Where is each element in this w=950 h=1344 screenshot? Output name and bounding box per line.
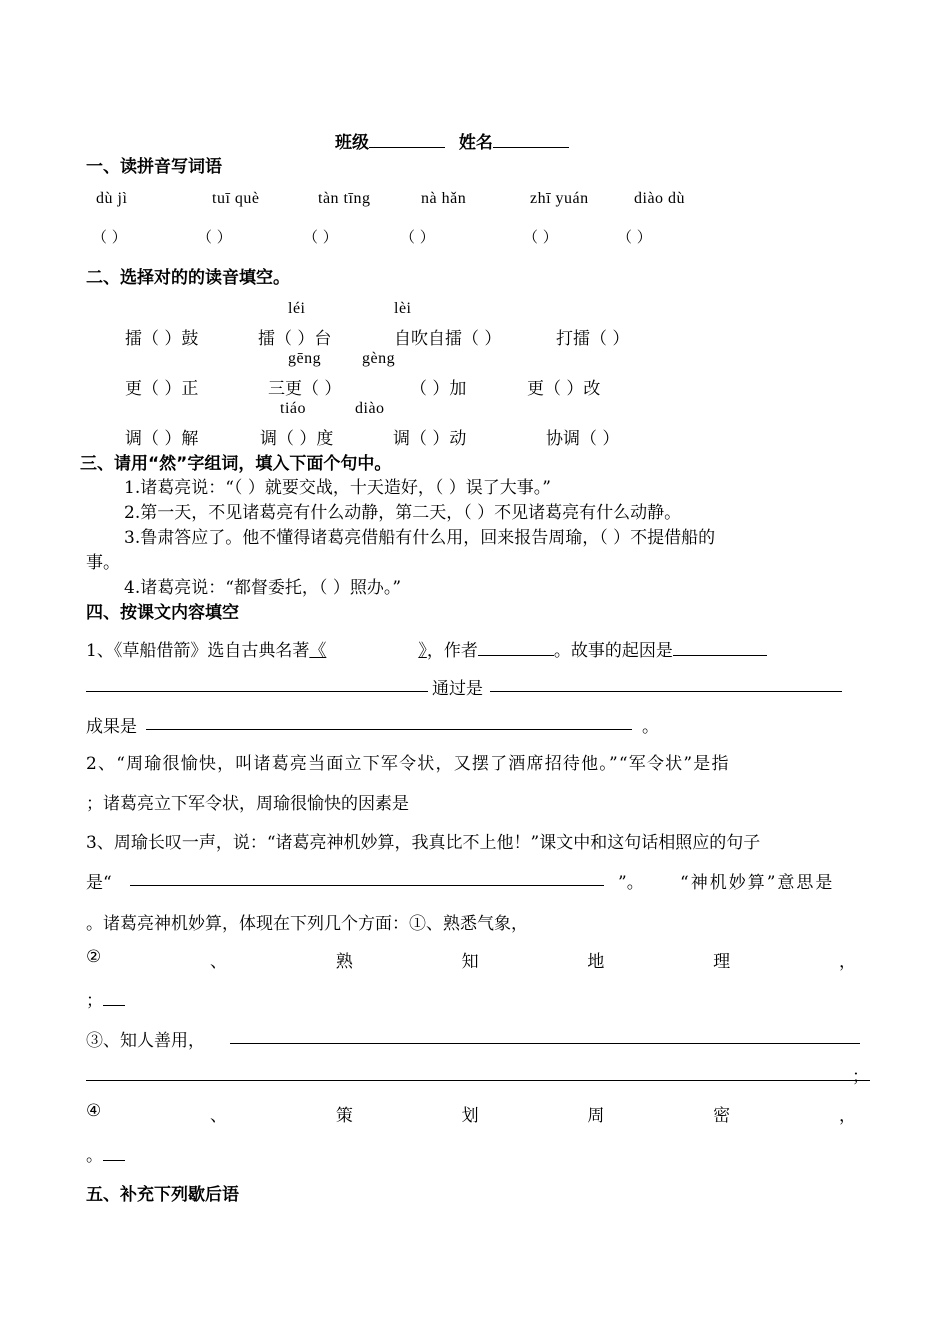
section5-title: 五、补充下列歇后语 [86, 1185, 239, 1205]
geng-item-1[interactable]: 更（ ）正 [125, 379, 199, 399]
row4-period[interactable] [86, 1141, 125, 1166]
q1-result-blank[interactable] [146, 729, 632, 730]
row4-c5: 周 [587, 1106, 605, 1126]
row2-c6: 理 [713, 952, 731, 972]
row4-c1: ④ [86, 1101, 102, 1121]
q1-blank-line2b[interactable] [490, 691, 842, 692]
pinyin-4: nà hǎn [421, 190, 467, 207]
q3-end: ”。 [618, 873, 644, 893]
sentence-2[interactable]: 2.第一天，不见诸葛亮有什么动静，第二天，（ ）不见诸葛亮有什么动静。 [124, 503, 682, 523]
q3-start: 是“ [86, 873, 112, 893]
lei-item-3[interactable]: 自吹自擂（ ） [394, 329, 502, 349]
row3-label: ③、知人善用， [86, 1031, 205, 1051]
row2-semicolon[interactable] [86, 986, 125, 1011]
pinyin-lei-2: lèi [394, 300, 412, 317]
q1-line1 [86, 636, 767, 661]
q1-via: 通过是 [432, 679, 483, 699]
section2-title: 二、选择对的的读音填空。 [86, 268, 290, 288]
row2-blank[interactable] [103, 987, 125, 1006]
pinyin-6: diào dù [634, 190, 686, 207]
q2-line2: ；诸葛亮立下军令状，周瑜很愉快的因素是 [86, 794, 409, 814]
q1-book-close: 》 [418, 641, 427, 661]
lei-item-2[interactable]: 擂（ ）台 [258, 329, 332, 349]
q1-cause-blank[interactable] [673, 637, 767, 656]
sentence-1[interactable]: 1.诸葛亮说：“（ ）就要交战，十天造好，（ ）误了大事。” [124, 478, 551, 498]
row2-c7: ， [838, 952, 856, 972]
answer-paren-5[interactable]: （ ） [523, 228, 558, 246]
section1-title: 一、读拼音写词语 [86, 157, 222, 177]
answer-paren-2[interactable]: （ ） [197, 228, 232, 246]
pinyin-lei-1: léi [288, 300, 306, 317]
sentence-3b: 事。 [86, 553, 120, 573]
row3-end: ； [852, 1067, 869, 1087]
pinyin-geng-1: gēng [288, 350, 322, 367]
geng-item-4[interactable]: 更（ ）改 [527, 379, 601, 399]
answer-paren-3[interactable]: （ ） [303, 228, 338, 246]
q1-end: 。 [642, 717, 659, 737]
tiao-item-4[interactable]: 协调（ ） [546, 429, 620, 449]
q1-result: 成果是 [86, 717, 137, 737]
pinyin-5: zhī yuán [530, 190, 589, 207]
row2-c4: 知 [461, 952, 479, 972]
lei-item-4[interactable]: 打擂（ ） [556, 329, 630, 349]
row2-semi-text: ； [86, 991, 103, 1011]
row3-blank-b[interactable] [86, 1080, 870, 1081]
row3-blank-a[interactable] [230, 1043, 860, 1044]
row4-c2: 、 [210, 1106, 228, 1126]
class-blank[interactable] [369, 129, 445, 148]
name-blank[interactable] [493, 129, 569, 148]
section4-title: 四、按课文内容填空 [86, 603, 239, 623]
q1-author: ，作者 [426, 641, 478, 661]
row2-c5: 地 [587, 952, 605, 972]
pinyin-tiao-2: diào [355, 400, 385, 417]
row4-c6: 密 [713, 1106, 731, 1126]
q1-blank-line2a[interactable] [86, 691, 428, 692]
row4-period-text: 。 [86, 1146, 103, 1166]
pinyin-tiao-1: tiáo [280, 400, 306, 417]
sentence-4[interactable]: 4.诸葛亮说：“都督委托，（ ）照办。” [124, 578, 402, 598]
answer-paren-4[interactable]: （ ） [400, 228, 435, 246]
answer-paren-1[interactable]: （ ） [92, 228, 127, 246]
row2-c1: ② [86, 947, 102, 967]
class-label: 班级 [335, 133, 369, 153]
geng-item-2[interactable]: 三更（ ） [268, 379, 342, 399]
row4-blank[interactable] [103, 1142, 125, 1161]
lei-item-1[interactable]: 擂（ ）鼓 [125, 329, 199, 349]
q3-row4 [86, 1101, 856, 1126]
q2-line1: 2、“周瑜很愉快，叫诸葛亮当面立下军令状，又摆了酒席招待他。”“军令状”是指 [86, 754, 730, 774]
name-label: 姓名 [458, 133, 493, 153]
pinyin-2: tuī què [212, 190, 260, 207]
q1-book-open: 《 [309, 641, 327, 661]
pinyin-3: tàn tīng [318, 190, 371, 207]
row4-c3: 策 [335, 1106, 353, 1126]
row4-c4: 划 [461, 1106, 479, 1126]
q3-sentence-blank[interactable] [130, 885, 604, 886]
q3-tail: “神机妙算”意思是 [680, 873, 835, 893]
q3-line1: 3、周瑜长叹一声，说：“诸葛亮神机妙算，我真比不上他！”课文中和这句话相照应的句子 [86, 833, 761, 853]
answer-paren-6[interactable]: （ ） [617, 228, 652, 246]
tiao-item-1[interactable]: 调（ ）解 [125, 429, 199, 449]
q3-line3: 。诸葛亮神机妙算，体现在下列几个方面：①、熟悉气象， [86, 914, 528, 934]
tiao-item-3[interactable]: 调（ ）动 [393, 429, 467, 449]
section3-title: 三、请用“然”字组词，填入下面个句中。 [80, 454, 392, 474]
q1-cause: 。故事的起因是 [553, 641, 673, 661]
q1-author-blank[interactable] [478, 637, 554, 656]
pinyin-1: dù jì [96, 190, 128, 207]
header [335, 128, 569, 153]
pinyin-geng-2: gèng [362, 350, 396, 367]
q1-book-field[interactable] [309, 641, 427, 661]
tiao-item-2[interactable]: 调（ ）度 [260, 429, 334, 449]
row4-c7: ， [838, 1106, 856, 1126]
q1-intro: 1、《草船借箭》选自古典名著 [86, 641, 310, 661]
geng-item-3[interactable]: （ ）加 [410, 379, 467, 399]
row2-c2: 、 [210, 952, 228, 972]
q3-row2 [86, 947, 856, 972]
row2-c3: 熟 [335, 952, 353, 972]
sentence-3a[interactable]: 3.鲁肃答应了。他不懂得诸葛亮借船有什么用，回来报告周瑜，（ ）不提借船的 [124, 528, 716, 548]
